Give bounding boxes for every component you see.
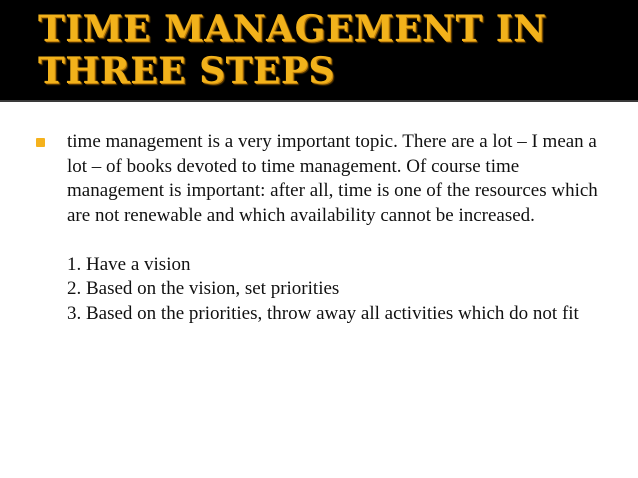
- bullet-content: [67, 130, 606, 326]
- slide-title-line-1: TIME MANAGEMENT IN: [38, 8, 547, 50]
- step-1: 1. Have a vision: [67, 253, 191, 275]
- intro-paragraph: time management is a very important topic. There are a lot – I mean a lot – of books devoted to time management. Of course time management is important: after all, time is one of the resources which are not renewable and which availability cannot be increased.: [67, 131, 598, 226]
- slide-title: [38, 8, 547, 92]
- steps-list: [67, 253, 606, 327]
- slide-title-line-2: THREE STEPS: [38, 50, 335, 92]
- title-band: [0, 0, 638, 102]
- step-3: 3. Based on the priorities, throw away all activities which do not fit: [67, 302, 579, 324]
- bullet-item: [36, 130, 606, 326]
- square-bullet-icon: [36, 138, 45, 147]
- step-2: 2. Based on the vision, set priorities: [67, 278, 340, 299]
